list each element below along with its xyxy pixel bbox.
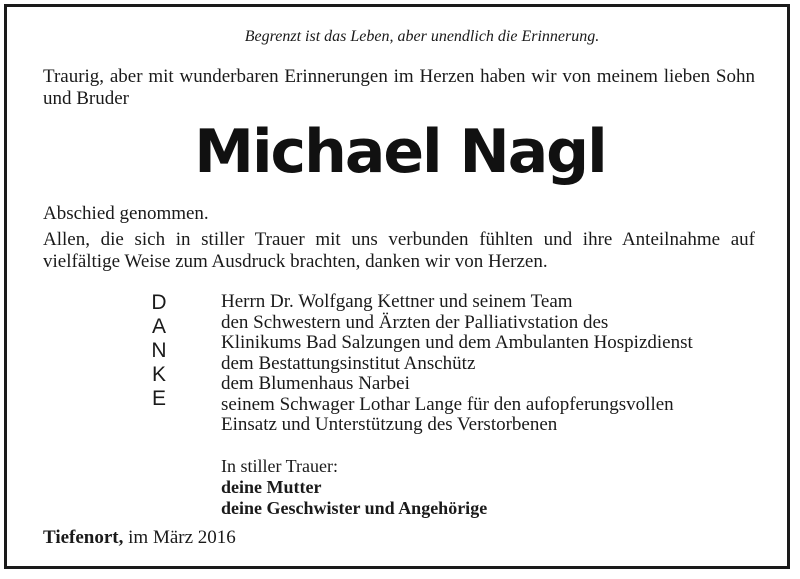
recipient-line: dem Bestattungsinstitut Anschütz	[221, 352, 476, 374]
farewell-text: Abschied genommen.	[43, 203, 209, 224]
danke-letter: E	[151, 387, 166, 410]
danke-letter: D	[151, 291, 167, 314]
mourners-block	[221, 456, 487, 519]
recipient-line: den Schwestern und Ärzten der Palliativstation des	[221, 311, 609, 333]
mourner-siblings: deine Geschwister und Angehörige	[221, 498, 488, 518]
thanks-text: Allen, die sich in stiller Trauer mit uns verbunden fühlten und ihre Anteilnahme auf vielfältige Weise zum Ausdruck brachten, danken wir von Herzen.	[43, 229, 755, 272]
place-town: Tiefenort,	[43, 527, 124, 548]
mourners-intro: In stiller Trauer:	[221, 456, 338, 476]
motto-quote: Begrenzt ist das Leben, aber unendlich die Erinnerung.	[244, 28, 600, 45]
recipient-line: seinem Schwager Lothar Lange für den aufopferungsvollen	[221, 393, 674, 415]
danke-letter: N	[151, 339, 167, 362]
recipient-line: Klinikums Bad Salzungen und dem Ambulanten Hospizdienst	[221, 332, 693, 353]
danke-letter: A	[151, 315, 166, 338]
mourner-mother: deine Mutter	[221, 477, 322, 497]
thanks-recipients	[221, 292, 693, 436]
danke-letter: K	[151, 363, 166, 386]
recipient-line: dem Blumenhaus Narbei	[221, 373, 410, 394]
intro-text: Traurig, aber mit wunderbaren Erinnerungen im Herzen haben wir von meinem lieben Sohn und Bruder	[43, 66, 755, 109]
recipient-line: Einsatz und Unterstützung des Verstorbenen	[221, 414, 558, 435]
recipient-line: Herrn Dr. Wolfgang Kettner und seinem Team	[221, 291, 573, 312]
place-date-text: im März 2016	[128, 527, 236, 548]
place-date	[43, 527, 236, 549]
deceased-name: Michael Nagl	[194, 117, 606, 187]
danke-vertical	[148, 291, 170, 411]
